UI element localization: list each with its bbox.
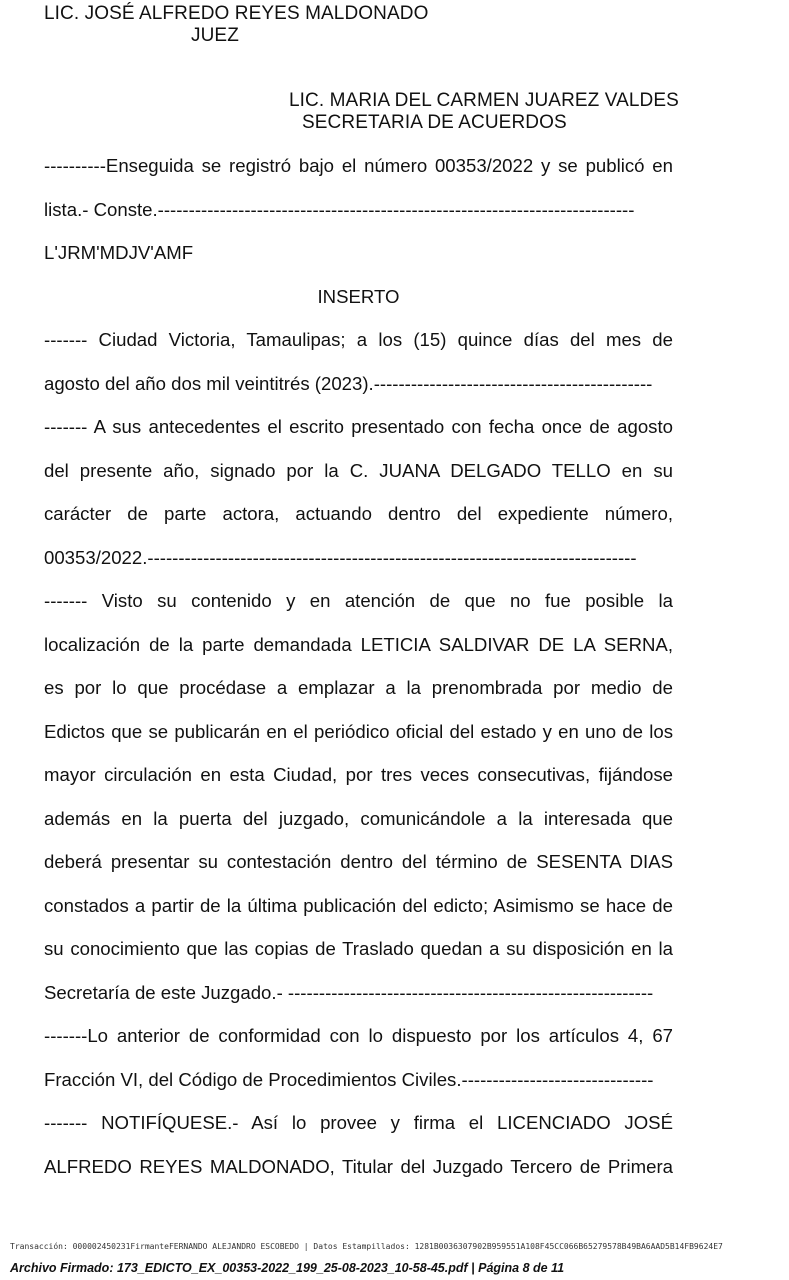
judge-title: JUEZ (191, 25, 239, 46)
text-line: Edictos que se publicarán en el periódico oficial del estado y en uno de los (44, 721, 673, 742)
judge-name: LIC. JOSÉ ALFREDO REYES MALDONADO (44, 3, 429, 24)
text-line: localización de la parte demandada LETICIA SALDIVAR DE LA SERNA, (44, 634, 673, 655)
text-line: además en la puerta del juzgado, comunicándole a la interesada que (44, 808, 673, 829)
section-heading: INSERTO (317, 286, 400, 307)
text-line: ------- Ciudad Victoria, Tamaulipas; a los (15) quince días del mes de (44, 329, 673, 350)
text-line: del presente año, signado por la C. JUANA DELGADO TELLO en su (44, 460, 673, 481)
text-line: ALFREDO REYES MALDONADO, Titular del Juzgado Tercero de Primera (44, 1156, 673, 1177)
text-line: carácter de parte actora, actuando dentro del expediente número, (44, 503, 673, 524)
text-line: ------- NOTIFÍQUESE.- Así lo provee y firma el LICENCIADO JOSÉ (44, 1112, 673, 1133)
document-body (44, 153, 673, 1203)
secretary-name: LIC. MARIA DEL CARMEN JUAREZ VALDES (289, 90, 679, 111)
secretary-title: SECRETARIA DE ACUERDOS (302, 112, 567, 133)
text-line: Secretaría de este Juzgado.- ----------------------------------------------------------- (44, 982, 654, 1003)
text-line: lista.- Conste.----------------------------------------------------------------------------- (44, 199, 635, 220)
text-line: su conocimiento que las copias de Traslado quedan a su disposición en la (44, 938, 673, 959)
text-line: -------Lo anterior de conformidad con lo dispuesto por los artículos 4, 67 (44, 1025, 673, 1046)
transaction-stamp: Transacción: 000002450231FirmanteFERNANDO ALEJANDRO ESCOBEDO | Datos Estampillados: 1281B0036307902B959551A108F45CC066B65279578B49BA6AAD5B14FB9624E7 (10, 1242, 723, 1251)
text-line: ------- A sus antecedentes el escrito presentado con fecha once de agosto (44, 416, 673, 437)
signed-file-label: Archivo Firmado: 173_EDICTO_EX_00353-2022_199_25-08-2023_10-58-45.pdf | Página 8 de 11 (10, 1261, 565, 1275)
text-line: ------- Visto su contenido y en atención de que no fue posible la (44, 590, 673, 611)
text-line: es por lo que procédase a emplazar a la prenombrada por medio de (44, 677, 673, 698)
text-line: agosto del año dos mil veintitrés (2023).--------------------------------------------- (44, 373, 653, 394)
text-line: deberá presentar su contestación dentro del término de SESENTA DIAS (44, 851, 673, 872)
text-line: mayor circulación en esta Ciudad, por tres veces consecutivas, fijándose (44, 764, 673, 785)
text-line: ----------Enseguida se registró bajo el número 00353/2022 y se publicó en (44, 155, 673, 176)
text-line: 00353/2022.------------------------------------------------------------------------------- (44, 547, 637, 568)
text-line: L'JRM'MDJV'AMF (44, 242, 194, 263)
text-line: Fracción VI, del Código de Procedimientos Civiles.------------------------------- (44, 1069, 654, 1090)
text-line: constados a partir de la última publicación del edicto; Asimismo se hace de (44, 895, 673, 916)
